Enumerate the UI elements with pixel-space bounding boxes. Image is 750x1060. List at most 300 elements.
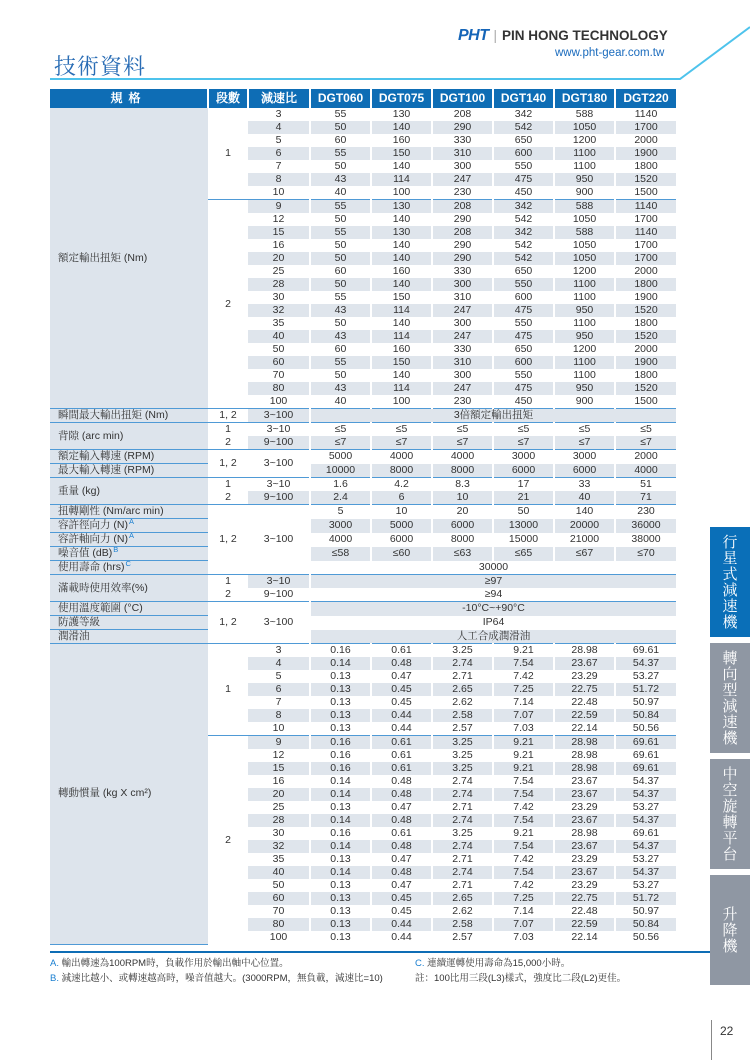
note-b: B. 減速比越小、或轉速越高時，噪音值越大。(3000RPM，無負載，減速比=10)	[50, 972, 383, 984]
value-cell: 588	[554, 108, 615, 121]
value-cell: 330	[432, 265, 493, 278]
footnotes	[50, 951, 750, 985]
ratio-cell: 16	[272, 775, 285, 787]
value-cell: 0.16	[310, 762, 371, 775]
side-tab-hollow-rotary[interactable]: 中空旋轉平台	[710, 759, 750, 869]
value-cell: 130	[371, 108, 432, 121]
value-cell: 114	[371, 304, 432, 317]
value-cell: 8000	[432, 464, 493, 478]
page-title: 技術資料	[54, 55, 147, 80]
value-cell: 2.74	[432, 788, 493, 801]
value-cell: 3.25	[432, 749, 493, 762]
value-cell: 0.47	[371, 801, 432, 814]
value-cell: 1100	[554, 291, 615, 304]
stage-cell: 2	[225, 436, 231, 448]
footnote-marker: A	[129, 532, 135, 540]
ratio-cell: 25	[272, 265, 285, 277]
value-cell: 3.25	[432, 762, 493, 775]
value-cell: 0.16	[310, 644, 371, 658]
value-cell: 7.42	[493, 801, 554, 814]
column-header: DGT180	[554, 89, 615, 108]
value-cell: 100	[371, 186, 432, 200]
value-cell: 10	[432, 491, 493, 505]
value-cell: 22.48	[554, 696, 615, 709]
ratio-cell: 35	[272, 317, 285, 329]
value-cell: 21	[493, 491, 554, 505]
value-cell: 2.57	[432, 931, 493, 944]
value-cell: 23.67	[554, 657, 615, 670]
ratio-cell: 50	[272, 879, 285, 891]
value-cell: 22.48	[554, 905, 615, 918]
value-cell: 300	[432, 317, 493, 330]
ratio-cell: 10	[272, 186, 285, 198]
spec-label: 使用壽命 (hrs)$^C$	[50, 561, 208, 575]
value-cell: 9.21	[493, 762, 554, 775]
value-cell: 1800	[615, 160, 676, 173]
value-cell: 1900	[615, 291, 676, 304]
value-cell: 588	[554, 200, 615, 214]
value-cell: 4.2	[371, 478, 432, 492]
value-cell: 7.25	[493, 892, 554, 905]
value-cell: 550	[493, 160, 554, 173]
value-cell: IP64	[310, 616, 676, 630]
value-cell: 2.71	[432, 853, 493, 866]
value-cell: 23.67	[554, 866, 615, 879]
value-cell: 55	[310, 108, 371, 121]
note-remark: 註：100比用三段(L3)樣式，強度比二段(L2)更佳。	[415, 972, 627, 984]
value-cell: ≤5	[310, 423, 371, 437]
value-cell: 130	[371, 200, 432, 214]
value-cell: 1140	[615, 108, 676, 121]
spec-label: 潤滑油	[50, 630, 208, 644]
value-cell: 140	[554, 505, 615, 519]
value-cell: 6000	[432, 519, 493, 533]
value-cell: 2.71	[432, 801, 493, 814]
value-cell: 900	[554, 395, 615, 409]
value-cell: 7.54	[493, 788, 554, 801]
value-cell: 0.13	[310, 709, 371, 722]
value-cell: 9.21	[493, 827, 554, 840]
value-cell: 600	[493, 291, 554, 304]
ratio-cell: 25	[272, 801, 285, 813]
value-cell: 114	[371, 382, 432, 395]
value-cell: 650	[493, 134, 554, 147]
ratio-cell: 80	[248, 382, 310, 395]
value-cell: 22.75	[554, 892, 615, 905]
value-cell: 23.29	[554, 670, 615, 683]
stage-cell: 2	[225, 588, 231, 600]
column-header: DGT100	[432, 89, 493, 108]
pht-logo: PHT	[458, 27, 489, 44]
value-cell: 69.61	[615, 749, 676, 762]
value-cell: 5	[310, 505, 371, 519]
value-cell: 1200	[554, 265, 615, 278]
value-cell: 208	[432, 200, 493, 214]
value-cell: 22.14	[554, 931, 615, 944]
value-cell: 2.65	[432, 683, 493, 696]
value-cell: 23.67	[554, 775, 615, 788]
value-cell: 4000	[615, 464, 676, 478]
ratio-cell: 6	[248, 147, 310, 160]
value-cell: 1700	[615, 213, 676, 226]
value-cell: 10	[371, 505, 432, 519]
value-cell: 600	[493, 147, 554, 160]
value-cell: 51	[615, 478, 676, 492]
value-cell: 475	[493, 382, 554, 395]
ratio-cell: 6	[248, 683, 310, 696]
value-cell: 55	[310, 200, 371, 214]
value-cell: 7.42	[493, 670, 554, 683]
value-cell: 1900	[615, 147, 676, 160]
spec-label: 使用溫度範圍 (°C)	[50, 602, 208, 616]
value-cell: 2.71	[432, 670, 493, 683]
value-cell: 1700	[615, 121, 676, 134]
value-cell: 7.54	[493, 657, 554, 670]
side-tab-lifter[interactable]: 升降機	[710, 875, 750, 985]
stage-cell: 2	[225, 491, 231, 503]
value-cell: 3000	[493, 450, 554, 464]
table-row	[50, 505, 676, 519]
value-cell: 2.4	[310, 491, 371, 505]
value-cell: 0.14	[310, 866, 371, 879]
ratio-cell: 16	[272, 239, 285, 251]
value-cell: 550	[493, 278, 554, 291]
footnote-marker: B	[113, 546, 119, 554]
value-cell: 1100	[554, 317, 615, 330]
value-cell: 69.61	[615, 827, 676, 840]
ratio-cell: 3~100	[248, 602, 310, 644]
ratio-cell: 70	[272, 369, 285, 381]
value-cell: 2.74	[432, 814, 493, 827]
value-cell: 7.07	[493, 709, 554, 722]
ratio-cell: 40	[248, 330, 310, 343]
value-cell: 0.61	[371, 827, 432, 840]
value-cell: 53.27	[615, 853, 676, 866]
value-cell: 0.44	[371, 722, 432, 736]
value-cell: 650	[493, 265, 554, 278]
value-cell: ≤5	[432, 423, 493, 437]
ratio-cell: 5	[275, 134, 282, 146]
ratio-cell: 3~100	[248, 450, 310, 478]
value-cell: 140	[371, 369, 432, 382]
stage-cell: 1	[208, 423, 248, 437]
column-header: DGT060	[310, 89, 371, 108]
value-cell: 542	[493, 252, 554, 265]
table-row	[50, 602, 676, 616]
value-cell: 51.72	[615, 683, 676, 696]
value-cell: 3000	[554, 450, 615, 464]
ratio-cell: 3~100	[248, 505, 310, 575]
value-cell: 1200	[554, 343, 615, 356]
ratio-cell: 28	[248, 278, 310, 291]
value-cell: 8000	[432, 533, 493, 547]
value-cell: 3000	[310, 519, 371, 533]
ratio-cell: 9~100	[248, 436, 310, 450]
value-cell: 71	[615, 491, 676, 505]
value-cell: 3.25	[432, 827, 493, 840]
value-cell: ≤63	[432, 547, 493, 561]
table-row	[50, 519, 676, 533]
value-cell: 7.54	[493, 775, 554, 788]
ratio-cell: 35	[272, 853, 285, 865]
value-cell: 1800	[615, 278, 676, 291]
value-cell: 28.98	[554, 644, 615, 658]
value-cell: 7.42	[493, 879, 554, 892]
ratio-cell: 9~100	[263, 588, 294, 600]
value-cell: ≤58	[310, 547, 371, 561]
value-cell: 1100	[554, 278, 615, 291]
value-cell: 54.37	[615, 866, 676, 879]
value-cell: 950	[554, 382, 615, 395]
stage-cell: 1	[208, 478, 248, 492]
value-cell: 7.54	[493, 840, 554, 853]
value-cell: 247	[432, 173, 493, 186]
ratio-cell: 8	[248, 173, 310, 186]
spec-label: 扭轉剛性 (Nm/arc min)	[50, 505, 208, 519]
side-tab-right-angle[interactable]: 轉向型減速機	[710, 643, 750, 753]
ratio-cell: 60	[248, 892, 310, 905]
value-cell: 3.25	[432, 736, 493, 750]
ratio-cell: 3	[248, 644, 310, 658]
value-cell: 0.13	[310, 905, 371, 918]
table-row	[50, 423, 676, 437]
value-cell: 300	[432, 278, 493, 291]
value-cell: 0.44	[371, 931, 432, 944]
ratio-cell: 30	[272, 291, 285, 303]
column-header: 段數	[208, 89, 248, 108]
stage-cell: 1, 2	[208, 409, 248, 423]
stage-cell: 1, 2	[208, 450, 248, 478]
website-url: www.pht-gear.com.tw	[555, 47, 665, 59]
table-row	[50, 561, 676, 575]
ratio-cell: 80	[248, 918, 310, 931]
value-cell: 290	[432, 252, 493, 265]
value-cell: 6000	[371, 533, 432, 547]
value-cell: 50.84	[615, 918, 676, 931]
value-cell: 542	[493, 213, 554, 226]
value-cell: 54.37	[615, 840, 676, 853]
value-cell: 0.48	[371, 775, 432, 788]
value-cell: 475	[493, 330, 554, 343]
value-cell: 0.61	[371, 644, 432, 658]
ratio-cell: 4	[248, 121, 310, 134]
value-cell: 1520	[615, 173, 676, 186]
value-cell: 21000	[554, 533, 615, 547]
value-cell: 50	[310, 121, 371, 134]
value-cell: 0.45	[371, 905, 432, 918]
column-header: DGT220	[615, 89, 676, 108]
stage-cell: 1	[225, 147, 231, 159]
value-cell: 0.44	[371, 709, 432, 722]
value-cell: 0.44	[371, 918, 432, 931]
stage-cell: 1	[208, 644, 248, 736]
value-cell: 0.13	[310, 892, 371, 905]
value-cell: 50	[310, 278, 371, 291]
value-cell: 0.13	[310, 696, 371, 709]
value-cell: 69.61	[615, 762, 676, 775]
value-cell: 1050	[554, 213, 615, 226]
value-cell: 7.14	[493, 905, 554, 918]
main-content	[50, 89, 676, 985]
value-cell: 0.61	[371, 762, 432, 775]
value-cell: 0.13	[310, 931, 371, 944]
value-cell: 60	[310, 134, 371, 147]
ratio-cell: 3~100	[248, 409, 310, 423]
value-cell: 7.07	[493, 918, 554, 931]
value-cell: 30000	[310, 561, 676, 575]
value-cell: 69.61	[615, 736, 676, 750]
ratio-cell: 50	[272, 343, 285, 355]
value-cell: 53.27	[615, 670, 676, 683]
value-cell: 2.74	[432, 866, 493, 879]
spec-label: 額定輸入轉速 (RPM)	[50, 450, 208, 464]
column-header: DGT140	[493, 89, 554, 108]
value-cell: 330	[432, 134, 493, 147]
side-tab-planetary[interactable]: 行星式減速機	[710, 527, 750, 637]
column-header: 減速比	[248, 89, 310, 108]
value-cell: 2.62	[432, 696, 493, 709]
spec-label: 容許軸向力 $(N)^A$	[50, 533, 208, 547]
value-cell: 40	[310, 395, 371, 409]
table-row	[50, 108, 676, 121]
value-cell: 50.56	[615, 722, 676, 736]
value-cell: 23.67	[554, 840, 615, 853]
value-cell: 160	[371, 134, 432, 147]
value-cell: 51.72	[615, 892, 676, 905]
spec-label: 防護等級	[50, 616, 208, 630]
value-cell: 160	[371, 265, 432, 278]
value-cell: 550	[493, 369, 554, 382]
value-cell: 1700	[615, 239, 676, 252]
value-cell: 33	[554, 478, 615, 492]
value-cell: 140	[371, 121, 432, 134]
value-cell: 6000	[554, 464, 615, 478]
value-cell: 0.48	[371, 866, 432, 879]
value-cell: 15000	[493, 533, 554, 547]
table-row	[50, 644, 676, 658]
ratio-cell: 3~10	[248, 423, 310, 437]
value-cell: 0.61	[371, 736, 432, 750]
table-row	[50, 409, 676, 423]
value-cell: 1520	[615, 304, 676, 317]
column-header: DGT075	[371, 89, 432, 108]
footnotes-right	[415, 958, 715, 985]
spec-table	[50, 89, 676, 945]
value-cell: 140	[371, 317, 432, 330]
ratio-cell: 28	[248, 814, 310, 827]
ratio-cell: 7	[275, 160, 282, 172]
value-cell: 23.67	[554, 814, 615, 827]
note-a: A. 輸出轉速為100RPM時，負載作用於輸出軸中心位置。	[50, 957, 289, 969]
value-cell: 人工合成潤滑油	[310, 630, 676, 644]
value-cell: 1900	[615, 356, 676, 369]
value-cell: 7.14	[493, 696, 554, 709]
value-cell: 0.45	[371, 892, 432, 905]
value-cell: 0.16	[310, 827, 371, 840]
value-cell: 950	[554, 173, 615, 186]
column-header: 規格	[50, 89, 208, 108]
value-cell: 43	[310, 382, 371, 395]
ratio-cell: 4	[248, 657, 310, 670]
ratio-cell: 8	[248, 709, 310, 722]
value-cell: 69.61	[615, 644, 676, 658]
value-cell: 1050	[554, 252, 615, 265]
value-cell: 13000	[493, 519, 554, 533]
footnotes-left	[50, 958, 410, 985]
value-cell: 50.97	[615, 905, 676, 918]
value-cell: 4000	[371, 450, 432, 464]
value-cell: ≤7	[615, 436, 676, 450]
value-cell: 50	[310, 213, 371, 226]
value-cell: 1500	[615, 186, 676, 200]
value-cell: 342	[493, 108, 554, 121]
value-cell: 20	[432, 505, 493, 519]
spec-label: 額定輸出扭矩 (Nm)	[50, 108, 208, 409]
value-cell: 1100	[554, 160, 615, 173]
value-cell: -10°C~+90°C	[310, 602, 676, 616]
value-cell: 9.21	[493, 736, 554, 750]
value-cell: 247	[432, 330, 493, 343]
value-cell: 28.98	[554, 762, 615, 775]
value-cell: 28.98	[554, 827, 615, 840]
value-cell: 23.29	[554, 853, 615, 866]
value-cell: 2.58	[432, 918, 493, 931]
value-cell: 22.75	[554, 683, 615, 696]
value-cell: 28.98	[554, 736, 615, 750]
value-cell: 230	[432, 395, 493, 409]
value-cell: 7.54	[493, 866, 554, 879]
value-cell: ≤5	[554, 423, 615, 437]
value-cell: 542	[493, 121, 554, 134]
value-cell: 550	[493, 317, 554, 330]
value-cell: 53.27	[615, 801, 676, 814]
note-c: C. 連續運轉使用壽命為15,000小時。	[415, 957, 571, 969]
value-cell: 0.47	[371, 879, 432, 892]
value-cell: 290	[432, 239, 493, 252]
value-cell: 54.37	[615, 814, 676, 827]
value-cell: 3倍額定輸出扭矩	[310, 409, 676, 423]
value-cell: 114	[371, 173, 432, 186]
value-cell: 2.74	[432, 840, 493, 853]
page-number: 22	[720, 1024, 734, 1038]
value-cell: 342	[493, 226, 554, 239]
value-cell: ≤65	[493, 547, 554, 561]
value-cell: ≥97	[310, 575, 676, 589]
value-cell: 8.3	[432, 478, 493, 492]
ratio-cell: 40	[248, 866, 310, 879]
side-tabs	[710, 527, 750, 991]
value-cell: ≤7	[371, 436, 432, 450]
value-cell: 0.14	[310, 775, 371, 788]
spec-label: 瞬間最大輸出扭矩 (Nm)	[50, 409, 208, 423]
value-cell: 100	[371, 395, 432, 409]
value-cell: 5000	[371, 519, 432, 533]
value-cell: 1800	[615, 369, 676, 382]
page-number-divider	[711, 1020, 712, 1060]
stage-cell: 1	[208, 575, 248, 589]
value-cell: ≤67	[554, 547, 615, 561]
value-cell: 0.13	[310, 801, 371, 814]
value-cell: ≤60	[371, 547, 432, 561]
ratio-cell: 60	[248, 356, 310, 369]
value-cell: 2.74	[432, 775, 493, 788]
value-cell: 50	[310, 160, 371, 173]
stage-cell: 1, 2	[208, 602, 248, 644]
value-cell: 208	[432, 226, 493, 239]
value-cell: 140	[371, 239, 432, 252]
spec-label: 背隙 (arc min)	[50, 423, 208, 450]
value-cell: 2.65	[432, 892, 493, 905]
